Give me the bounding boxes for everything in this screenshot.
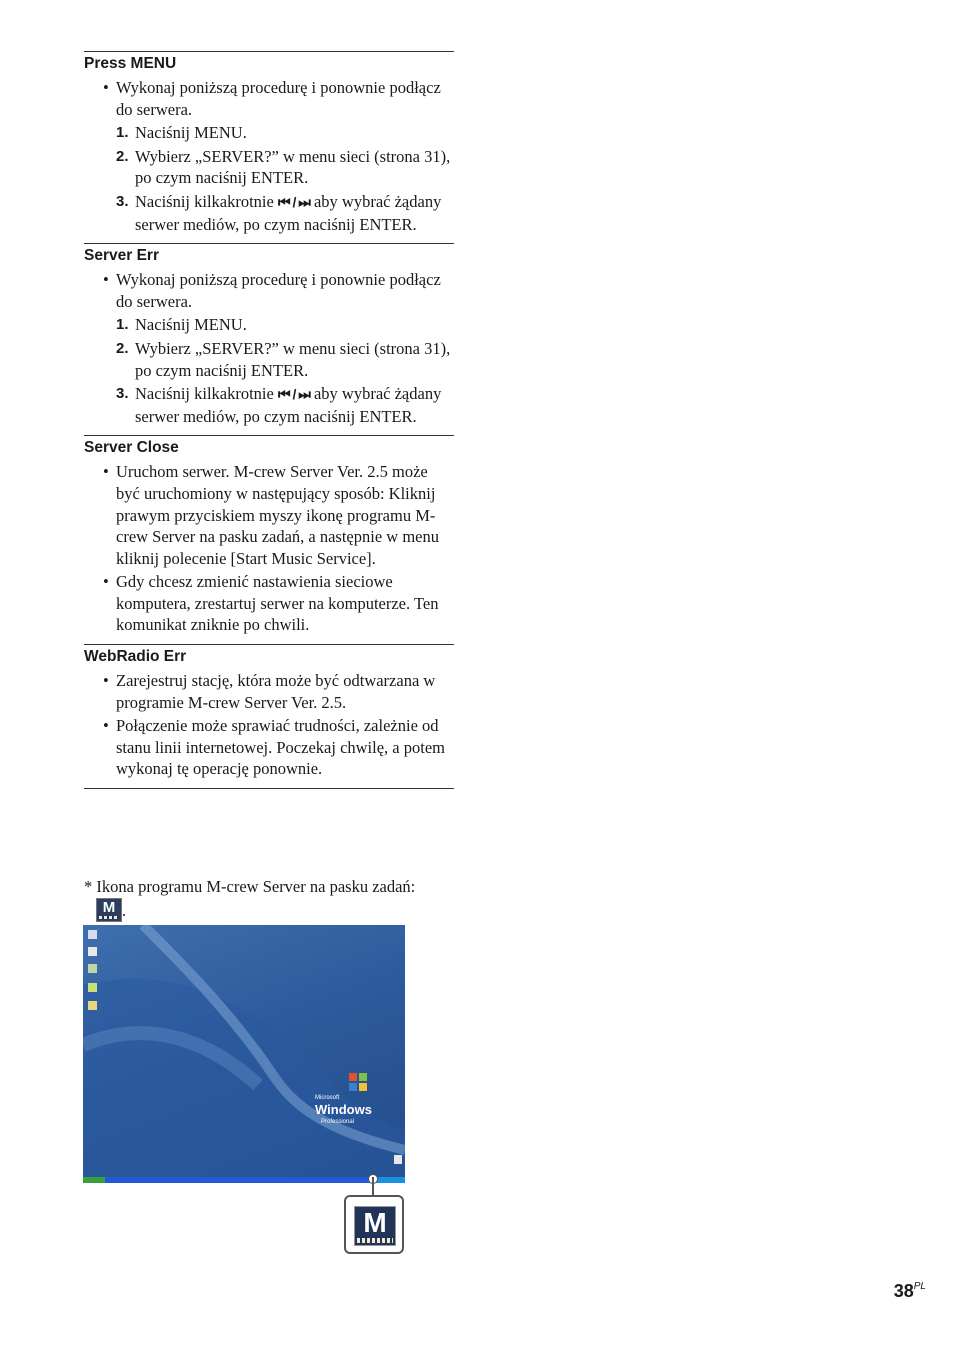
desktop-icon [88,1001,97,1010]
step-item: 2. Wybierz „SERVER?” w menu sieci (strona 31), po czym naciśnij ENTER. [116,338,451,380]
section-title: Press MENU [84,55,177,72]
skip-buttons-icon: ⏮ / ⏭ [277,193,310,210]
recycle-bin-icon [394,1155,402,1164]
section-server-err [84,243,454,435]
step-item: 3. Naciśnij kilkakrotnie ⏮ / ⏭ aby wybrać żądany serwer mediów, po czym naciśnij ENTER. [116,191,442,234]
m-crew-server-icon: M [354,1206,396,1246]
windows-desktop-screenshot [83,925,405,1183]
step-item: 3. Naciśnij kilkakrotnie ⏮ / ⏭ aby wybrać żądany serwer mediów, po czym naciśnij ENTER. [116,384,442,426]
bullet-item: • Wykonaj poniższą procedurę i ponownie podłącz do serwera. [103,78,441,119]
bullet-item: • Połączenie może sprawiać trudności, zależnie od stanu linii internetowej. Poczekaj chwilę, a potem wykonaj tę operację ponownie. [103,716,445,779]
bullet-item: • Uruchom serwer. M-crew Server Ver. 2.5 może być uruchomiony w następujący sposób: Kliknij prawym przyciskiem myszy ikonę programu M-crew Server na pasku zadań, a następnie w menu kliknij polecenie [Start Music Service]. [103,462,439,568]
step-item: 2. Wybierz „SERVER?” w menu sieci (strona 31), po czym naciśnij ENTER. [116,146,451,188]
start-button [83,1177,105,1183]
section-webradio-err [84,644,454,789]
windows-logo: Microsoft Windows Professional [315,1095,372,1125]
section-title: Server Close [84,439,179,457]
icon-callout [344,1195,404,1254]
desktop-icon [88,983,97,992]
bullet-item: • Wykonaj poniższą procedurę i ponownie podłącz do serwera. [103,270,441,311]
page-number: $38^{PL}$ [893,1281,926,1301]
section-title: Server Err [84,247,159,265]
bullet-item: • Gdy chcesz zmienić nastawienia sieciowe komputera, zrestartuj serwer na komputerze. Ten komunikat zniknie po chwili. [103,572,439,635]
callout-line [372,1177,374,1196]
desktop-icon [88,930,97,939]
step-item: 1. Naciśnij MENU. [116,315,247,335]
skip-buttons-icon: ⏮ / ⏭ [277,386,310,403]
desktop-wallpaper [83,925,405,1183]
section-press-menu [84,51,454,243]
taskbar [83,1177,405,1183]
bullet-item: • Zarejestruj stację, która może być odtwarzana w programie M-crew Server Ver. 2.5. [103,671,436,712]
m-crew-server-icon: M [96,898,122,922]
windows-flag-icon [349,1073,367,1091]
footnote-text: * Ikona programu M-crew Server na pasku zadań: [84,877,416,896]
desktop-icon [88,947,97,956]
desktop-icon [88,964,97,973]
section-title: WebRadio Err [84,648,187,666]
content-column [84,51,454,789]
footnote: * Ikona programu M-crew Server na pasku zadań: M . [84,877,416,920]
section-server-close [84,435,454,644]
step-item: 1. Naciśnij MENU. [116,123,247,143]
